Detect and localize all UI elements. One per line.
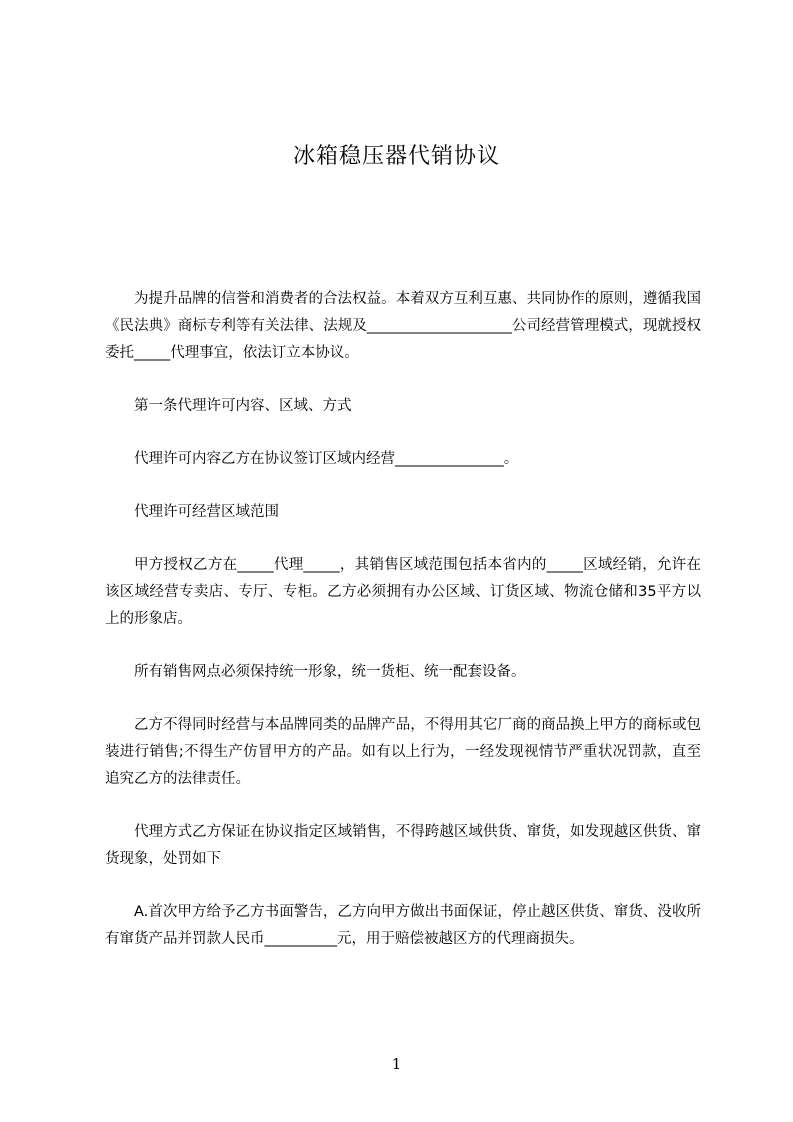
paragraph-exclusivity: 乙方不得同时经营与本品牌同类的品牌产品，不得用其它厂商的商品换上甲方的商标或包装进行销售;不得生产仿冒甲方的产品。如有以上行为，一经发现视情节严重状况罚款，直至追究乙方的法律责任。 — [105, 717, 701, 787]
document-title: 冰箱稳压器代销协议 — [292, 144, 500, 169]
paragraph-region-scope: 甲方授权乙方在_____代理_____，其销售区域范围包括本省内的_____区域经销，允许在该区域经营专卖店、专厅、专柜。乙方必须拥有办公区域、订货区域、物流仓储和35平方以上的形象店。 — [105, 557, 701, 627]
paragraph-penalty-a: A.首次甲方给予乙方书面警告，乙方向甲方做出书面保证，停止越区供货、窜货、没收所有窜货产品并罚款人民币__________元，用于赔偿被越区方的代理商损失。 — [105, 904, 701, 947]
paragraph-unified-image: 所有销售网点必须保持统一形象，统一货柜、统一配套设备。 — [134, 664, 526, 680]
paragraph-agency-method: 代理方式乙方保证在协议指定区域销售，不得跨越区域供货、窜货，如发现越区供货、窜货现象，处罚如下 — [105, 824, 701, 867]
paragraph-intro: 为提升品牌的信誉和消费者的合法权益。本着双方互利互惠、共同协作的原则，遵循我国《民法典》商标专利等有关法律、法规及____________________公司经营管理模式，现就授权委托_____代理事宜，依法订立本协议。 — [105, 291, 701, 361]
paragraph-article-1-heading: 第一条代理许可内容、区域、方式 — [134, 398, 352, 414]
page-number: 1 — [391, 1055, 402, 1073]
paragraph-license-content: 代理许可内容乙方在协议签订区域内经营_______________。 — [134, 451, 519, 467]
paragraph-region-heading: 代理许可经营区域范围 — [134, 504, 279, 520]
document-body — [105, 286, 701, 979]
